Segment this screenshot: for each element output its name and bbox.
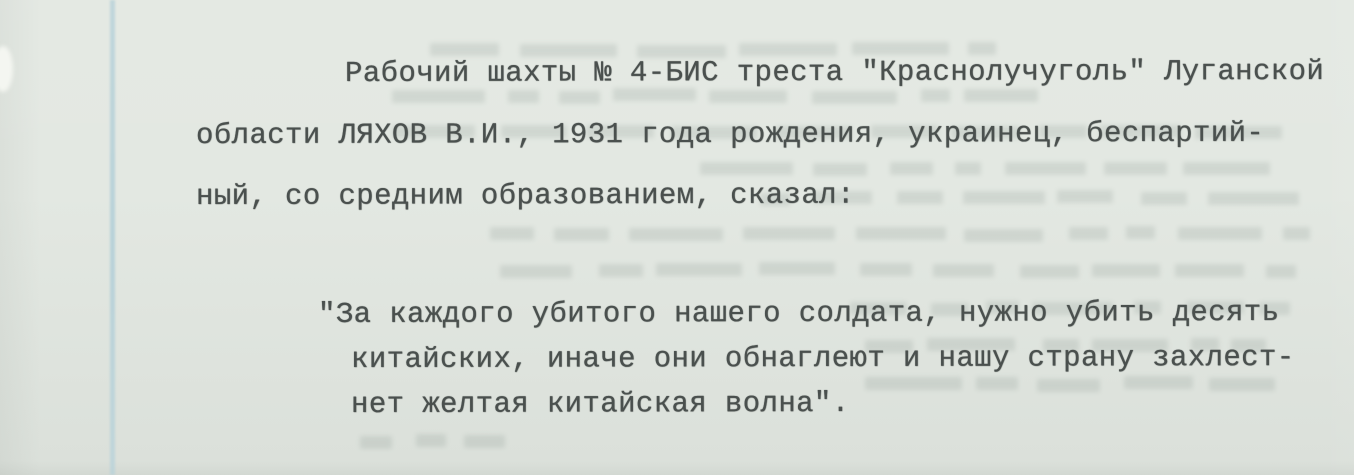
- bleed-through-word-blob: [1283, 227, 1310, 240]
- bleed-through-word-blob: [890, 162, 933, 175]
- bleed-through-word-blob: [1175, 264, 1245, 277]
- bleed-through-word-blob: [430, 43, 499, 56]
- bleed-through-word-blob: [963, 191, 1045, 204]
- bleed-through-row: [700, 161, 1300, 177]
- bleed-through-word-blob: [1209, 378, 1275, 391]
- bleed-through-word-blob: [964, 89, 1037, 102]
- bleed-through-word-blob: [921, 89, 950, 102]
- bleed-through-word-blob: [964, 229, 1044, 242]
- typed-line-paragraph-3: ный, со средним образованием, сказал:: [195, 178, 855, 213]
- bleed-through-row: [490, 226, 1310, 242]
- bleed-through-word-blob: [1124, 376, 1193, 389]
- bleed-through-word-blob: [613, 88, 697, 101]
- bleed-through-word-blob: [1069, 227, 1108, 240]
- bleed-through-word-blob: [1183, 162, 1270, 175]
- bleed-through-word-blob: [739, 43, 837, 56]
- bleed-through-word-blob: [700, 162, 793, 175]
- bleed-through-word-blob: [1005, 162, 1086, 175]
- bleed-through-row: [360, 434, 530, 450]
- bleed-through-word-blob: [1020, 265, 1078, 278]
- typed-line-paragraph-2: области ЛЯХОВ В.И., 1931 года рождения, украинец, беспартий-: [195, 116, 1265, 152]
- bleed-through-word-blob: [897, 191, 944, 204]
- bleed-through-word-blob: [812, 91, 897, 104]
- bleed-through-word-blob: [1104, 162, 1167, 175]
- bleed-through-word-blob: [1057, 190, 1113, 203]
- bleed-through-word-blob: [1178, 227, 1263, 240]
- bleed-through-word-blob: [933, 264, 993, 277]
- bleed-through-word-blob: [856, 227, 946, 240]
- bleed-through-word-blob: [1141, 192, 1187, 205]
- ruled-margin-line: [110, 0, 115, 475]
- bleed-through-word-blob: [743, 227, 835, 240]
- bleed-through-word-blob: [1092, 264, 1160, 277]
- bleed-through-word-blob: [554, 228, 608, 241]
- bleed-through-word-blob: [520, 44, 617, 57]
- typed-line-quote-1: "За каждого убитого нашего солдата, нужно убить десять: [317, 295, 1280, 331]
- bleed-through-word-blob: [860, 263, 912, 276]
- bleed-through-word-blob: [1126, 226, 1156, 239]
- bleed-through-word-blob: [599, 264, 643, 277]
- typed-line-quote-3: нет желтая китайская волна".: [350, 386, 850, 421]
- bleed-through-word-blob: [709, 90, 787, 103]
- bleed-through-word-blob: [1208, 192, 1299, 205]
- bleed-through-word-blob: [1266, 265, 1296, 278]
- bleed-through-word-blob: [968, 42, 996, 55]
- bleed-through-word-blob: [464, 435, 506, 448]
- bleed-through-row: [500, 262, 1310, 278]
- bleed-through-word-blob: [865, 377, 962, 390]
- bleed-through-row: [392, 88, 1052, 104]
- bleed-through-word-blob: [955, 162, 981, 175]
- bleed-through-word-blob: [852, 42, 949, 55]
- bleed-through-word-blob: [508, 90, 539, 103]
- bleed-through-word-blob: [976, 377, 1017, 390]
- bleed-through-row: [865, 376, 1275, 392]
- bleed-through-word-blob: [360, 436, 392, 449]
- bleed-through-word-blob: [656, 263, 741, 276]
- bleed-through-word-blob: [559, 91, 600, 104]
- bleed-through-word-blob: [813, 163, 867, 176]
- typed-line-quote-2: китайских, иначе они обнаглеют и нашу страну захлест-: [350, 341, 1295, 376]
- bleed-through-word-blob: [759, 262, 835, 275]
- bleed-through-word-blob: [490, 227, 534, 240]
- bleed-through-word-blob: [392, 90, 485, 103]
- bleed-through-word-blob: [629, 228, 723, 241]
- bleed-through-word-blob: [1037, 379, 1100, 392]
- typed-line-paragraph-1: Рабочий шахты № 4-БИС треста "Краснолучуголь" Луганской: [344, 54, 1325, 90]
- bleed-through-word-blob: [500, 265, 572, 278]
- bleed-through-word-blob: [416, 434, 446, 447]
- paper-edge-notch: [0, 46, 13, 92]
